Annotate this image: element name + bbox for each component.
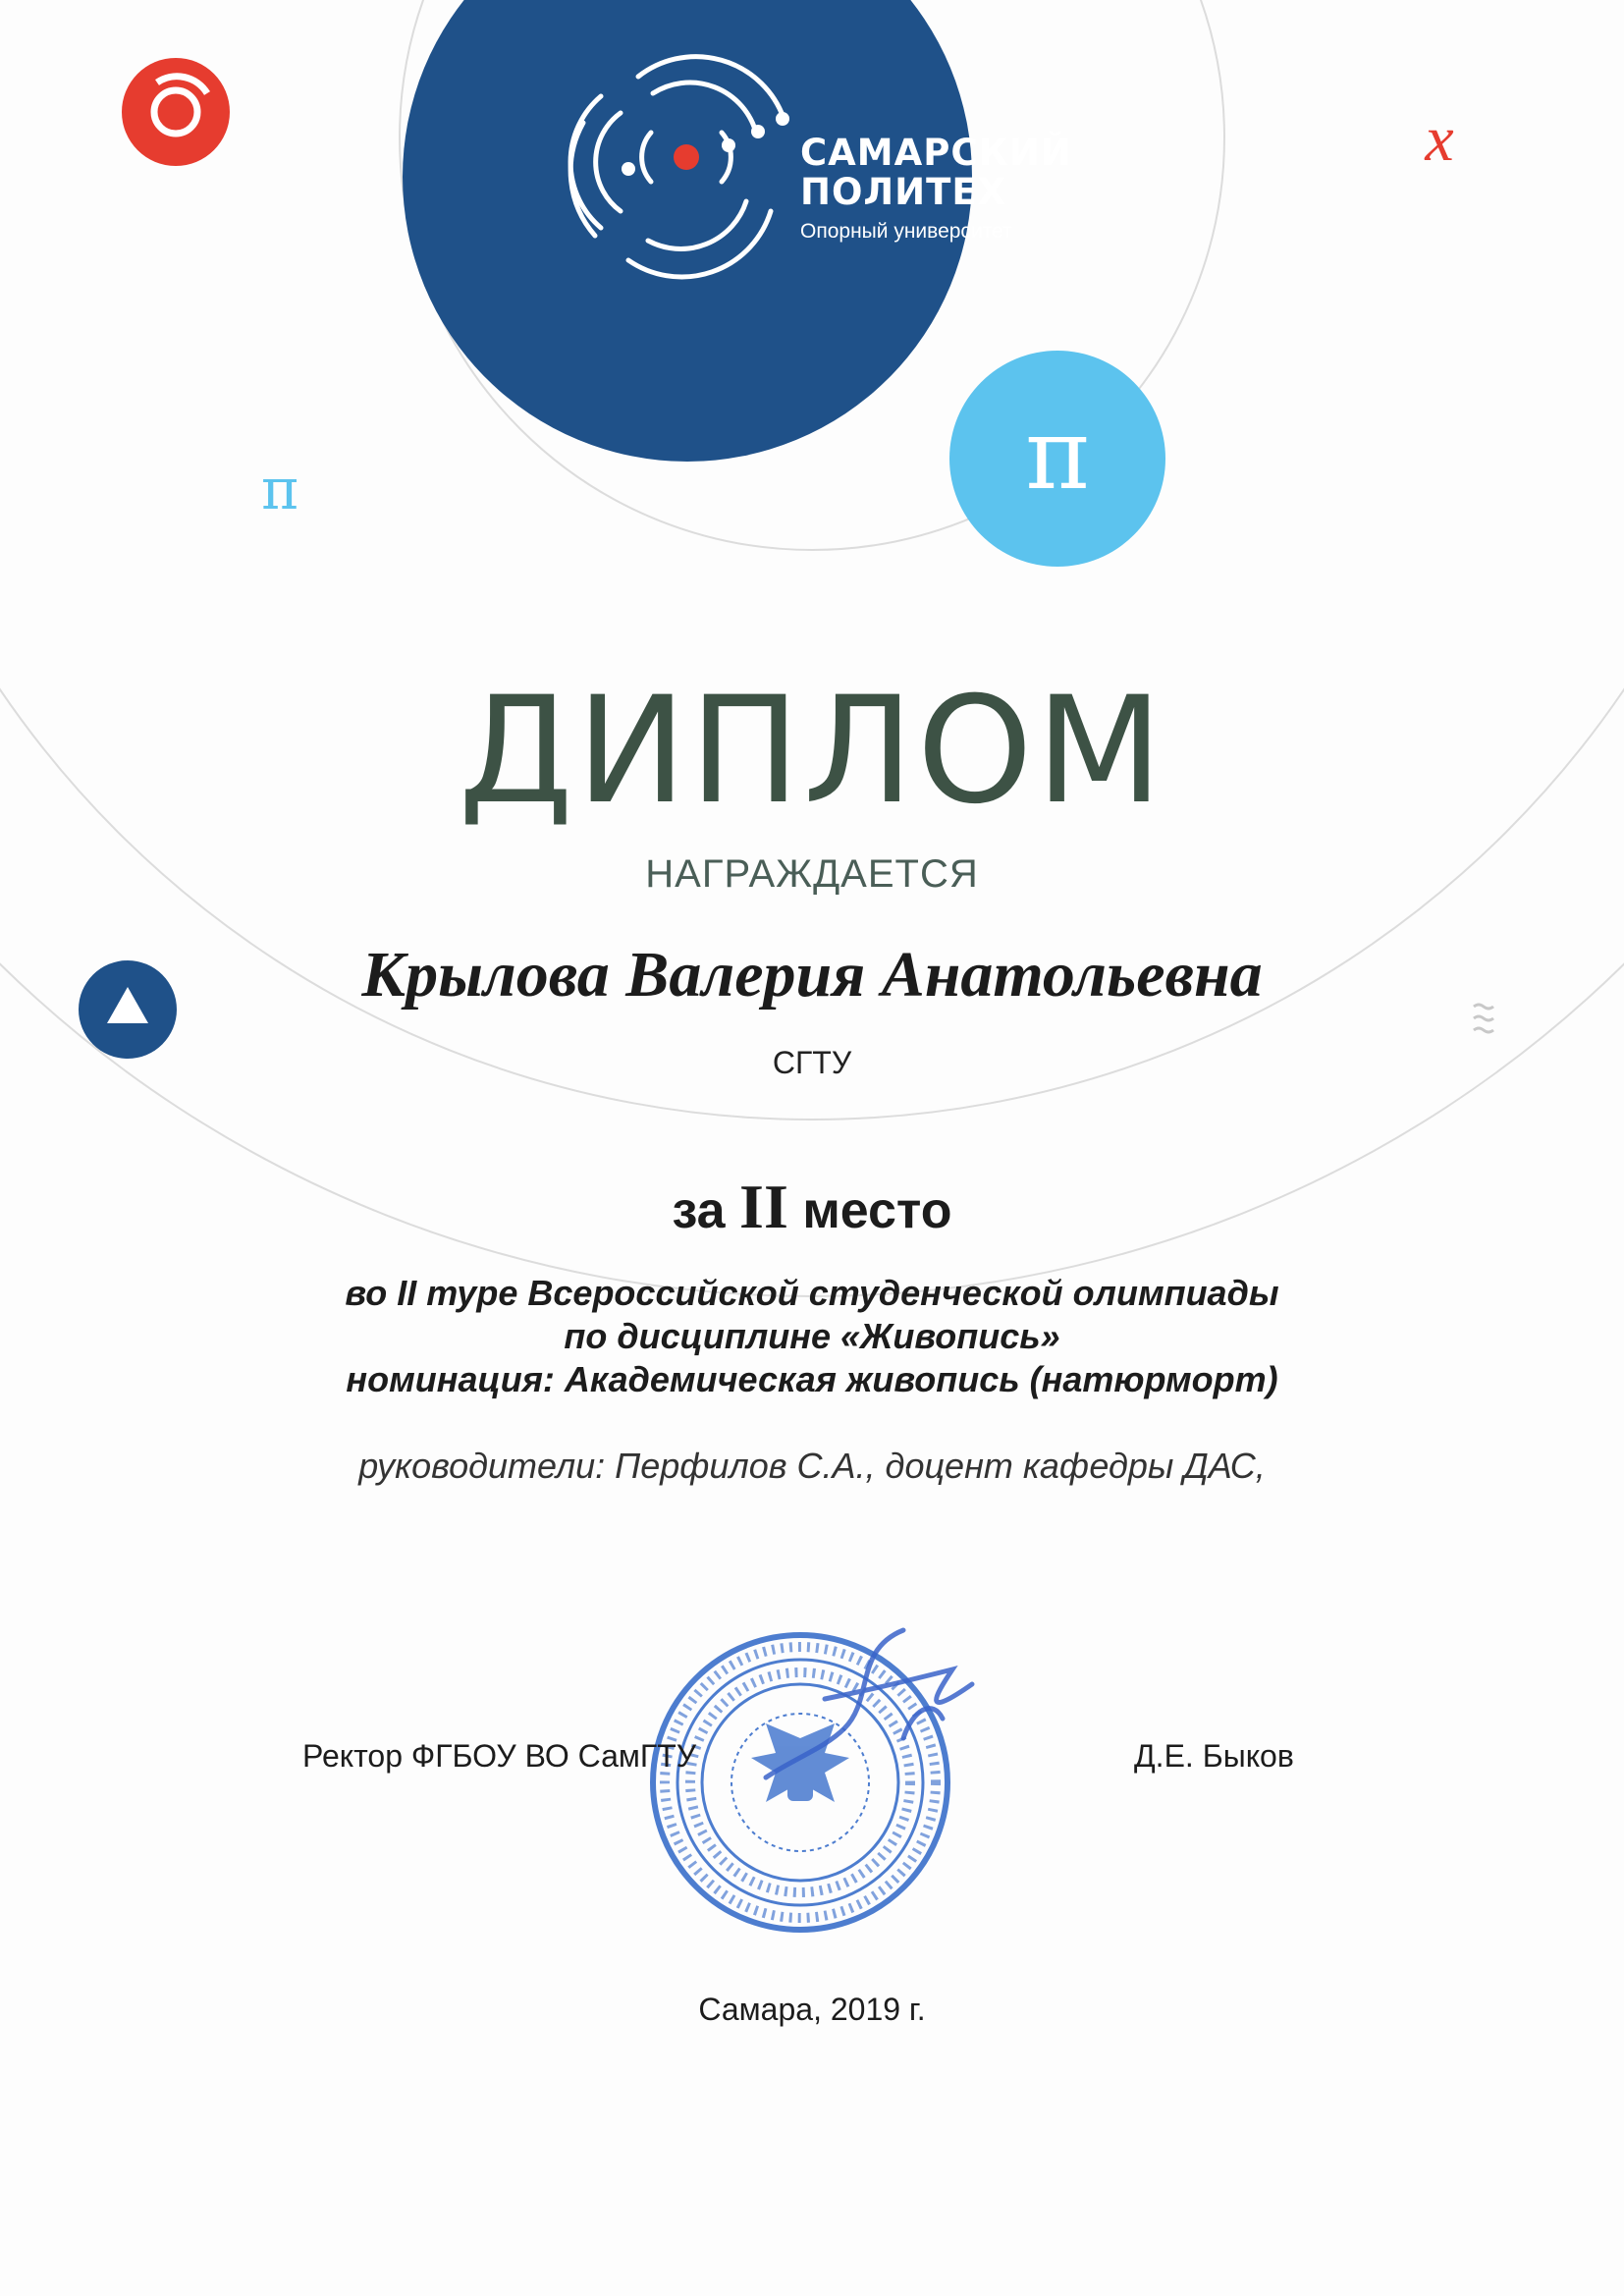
- supervisors: руководители: Перфилов С.А., доцент кафедры ДАС,: [358, 1446, 1266, 1486]
- details-line: во II туре Всероссийской студенческой олимпиады: [345, 1273, 1279, 1313]
- university-logo-text: [800, 134, 1072, 244]
- organization: СГТУ: [772, 1045, 852, 1080]
- details-line: по дисциплине «Живопись»: [564, 1316, 1060, 1356]
- rector-signature: [677, 1611, 1011, 1807]
- signatory-name: Д.Е. Быков: [1134, 1738, 1294, 1774]
- pi-small-symbol: π: [260, 456, 299, 522]
- details-line: номинация: Академическая живопись (натюрморт): [346, 1359, 1278, 1399]
- logo-line1: САМАРСКИЙ: [800, 132, 1072, 174]
- place-line: [0, 1171, 1624, 1243]
- atom-icon: [122, 58, 230, 166]
- x-symbol: x: [1425, 103, 1454, 175]
- place-suffix: место: [802, 1182, 952, 1239]
- signatory-position: Ректор ФГБОУ ВО СамГТУ: [302, 1738, 697, 1774]
- place-prefix: за: [672, 1182, 726, 1239]
- logo-subtitle: Опорный университет: [800, 220, 1012, 243]
- competition-details: [0, 1272, 1624, 1401]
- recipient-name: Крылова Валерия Анатольевна: [361, 939, 1263, 1011]
- place-roman: II: [739, 1172, 788, 1241]
- city-year: Самара, 2019 г.: [698, 1992, 926, 2027]
- diploma-title: ДИПЛОМ: [458, 666, 1166, 837]
- logo-line2: ПОЛИТЕХ: [800, 171, 1007, 213]
- pi-large-symbol: π: [1025, 397, 1090, 512]
- awarded-label: НАГРАЖДАЕТСЯ: [645, 852, 979, 896]
